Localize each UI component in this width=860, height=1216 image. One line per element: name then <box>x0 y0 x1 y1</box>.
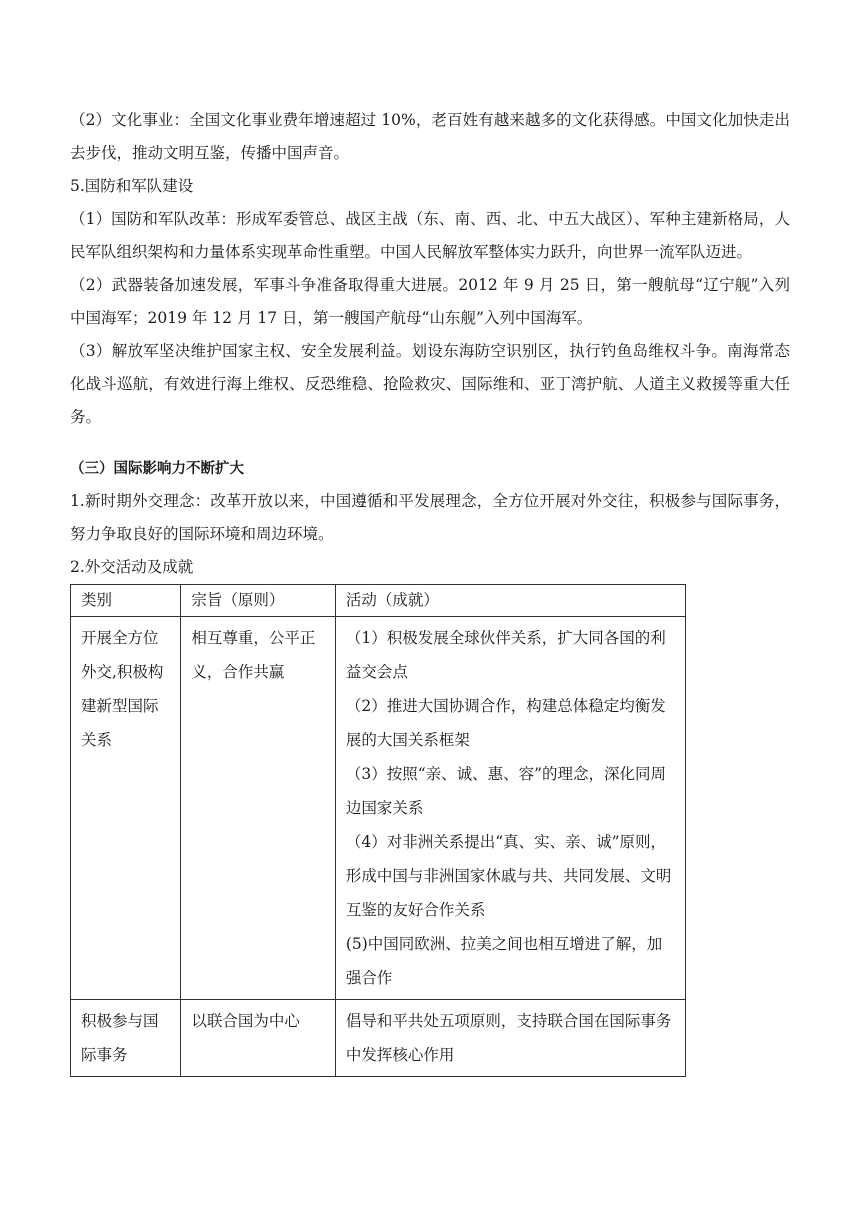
row2-activities <box>335 1000 685 1077</box>
header-activities: 活动（成就） <box>335 585 685 617</box>
table-header-row <box>71 585 686 617</box>
table-row <box>71 1000 686 1077</box>
activity-item: （2）推进大国协调合作，构建总体稳定均衡发展的大国关系框架 <box>345 697 666 749</box>
activity-item: (5)中国同欧洲、拉美之间也相互增进了解，加强合作 <box>345 935 663 987</box>
defense-item-1: （1）国防和军队改革：形成军委管总、战区主战（东、南、西、北、中五大战区）、军种主建新格局，人民军队组织架构和力量体系实现革命性重塑。中国人民解放军整体实力跃升，向世界一流军队迈进。 <box>70 210 790 261</box>
table-row <box>71 617 686 1000</box>
header-principle: 宗旨（原则） <box>181 585 336 617</box>
activities-heading: 2.外交活动及成就 <box>70 558 194 576</box>
row2-principle: 以联合国为中心 <box>181 1000 336 1077</box>
activity-item: （1）积极发展全球伙伴关系，扩大同各国的利益交会点 <box>345 629 666 681</box>
international-heading: （三）国际影响力不断扩大 <box>70 460 244 477</box>
row1-principle: 相互尊重，公平正义，合作共赢 <box>181 617 336 1000</box>
header-category: 类别 <box>71 585 181 617</box>
activity-item: 倡导和平共处五项原则，支持联合国在国际事务中发挥核心作用 <box>345 1012 672 1064</box>
defense-item-2: （2）武器装备加速发展，军事斗争准备取得重大进展。2012 年 9 月 25 日，第一艘航母“辽宁舰”入列中国海军；2019 年 12 月 17 日，第一艘国产航母“山东舰”入列中国海军。 <box>70 276 790 327</box>
row1-activities <box>335 617 685 1000</box>
culture-paragraph: （2）文化事业：全国文化事业费年增速超过 10%，老百姓有越来越多的文化获得感。中国文化加快走出去步伐，推动文明互鉴，传播中国声音。 <box>70 111 790 162</box>
document-page <box>70 104 790 1077</box>
activity-item: （3）按照“亲、诚、惠、容”的理念，深化同周边国家关系 <box>345 765 667 817</box>
section-spacer <box>70 434 790 452</box>
row1-category: 开展全方位外交,积极构建新型国际关系 <box>71 617 181 1000</box>
diplomacy-table <box>70 584 686 1077</box>
defense-item-3: （3）解放军坚决维护国家主权、安全发展利益。划设东海防空识别区，执行钓鱼岛维权斗争。南海常态化战斗巡航，有效进行海上维权、反恐维稳、抢险救灾、国际维和、亚丁湾护航、人道主义救援等重大任务。 <box>70 342 790 426</box>
defense-heading: 5.国防和军队建设 <box>70 177 194 195</box>
activity-item: （4）对非洲关系提出“真、实、亲、诚”原则，形成中国与非洲国家休戚与共、共同发展、文明互鉴的友好合作关系 <box>345 833 672 919</box>
row2-category: 积极参与国际事务 <box>71 1000 181 1077</box>
diplomacy-concept-paragraph: 1.新时期外交理念：改革开放以来，中国遵循和平发展理念，全方位开展对外交往，积极参与国际事务，努力争取良好的国际环境和周边环境。 <box>70 492 790 543</box>
